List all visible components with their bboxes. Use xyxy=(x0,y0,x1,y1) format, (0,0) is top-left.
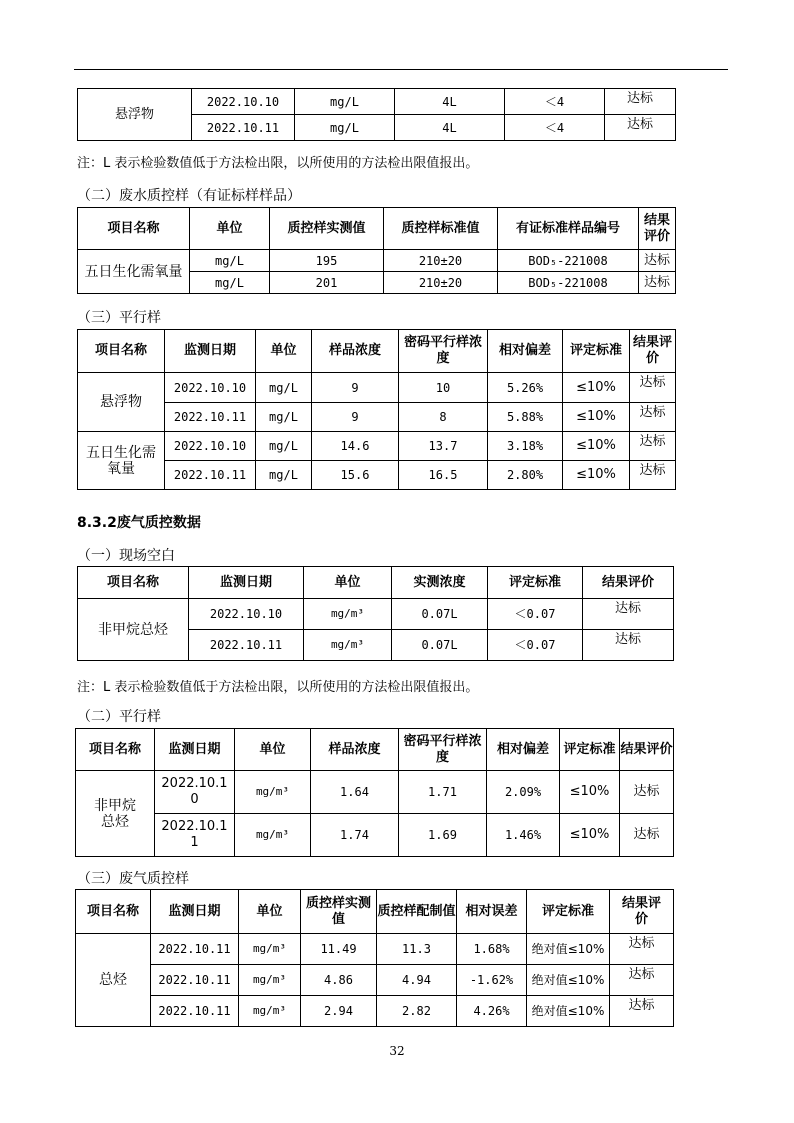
cell: ≤10% xyxy=(563,403,630,432)
column-header: 单位 xyxy=(235,729,311,771)
cell: ＜4 xyxy=(505,89,605,115)
cell: 10 xyxy=(399,373,488,403)
cell: 达标 xyxy=(620,771,674,814)
column-header: 质控样配制值 xyxy=(377,890,457,934)
cell: BOD₅-221008 xyxy=(498,272,639,294)
cell: ≤10% xyxy=(563,432,630,461)
table-ww-blank-cont xyxy=(77,88,676,141)
cell: 2022.10.10 xyxy=(165,373,256,403)
column-header: 密码平行样浓度 xyxy=(399,330,488,373)
table-row xyxy=(78,599,674,630)
column-header: 结果评价 xyxy=(610,890,674,934)
cell: 11.49 xyxy=(301,934,377,965)
column-header: 质控样实测值 xyxy=(301,890,377,934)
cell: 2022.10.10 xyxy=(155,771,235,814)
cell: 达标 xyxy=(630,373,676,403)
cell: 0.07L xyxy=(392,630,488,661)
section-title-gas-parallel: （二）平行样 xyxy=(77,709,161,725)
cell: ≤10% xyxy=(563,461,630,490)
column-header: 项目名称 xyxy=(78,330,165,373)
item-name: 五日生化需氧量 xyxy=(78,432,165,490)
cell: 2022.10.11 xyxy=(165,461,256,490)
column-header: 项目名称 xyxy=(78,208,190,250)
column-header: 有证标准样品编号 xyxy=(498,208,639,250)
cell: ≤10% xyxy=(563,373,630,403)
column-header: 项目名称 xyxy=(78,567,189,599)
cell: ＜4 xyxy=(505,115,605,141)
cell: 210±20 xyxy=(384,272,498,294)
column-header: 监测日期 xyxy=(155,729,235,771)
column-header: 质控样实测值 xyxy=(270,208,384,250)
column-header: 监测日期 xyxy=(151,890,239,934)
table-row xyxy=(78,250,676,272)
cell: 2.94 xyxy=(301,996,377,1027)
cell: mg/m³ xyxy=(304,630,392,661)
cell: mg/L xyxy=(190,250,270,272)
table-row xyxy=(78,373,676,403)
cell: 11.3 xyxy=(377,934,457,965)
table-header-row xyxy=(78,330,676,373)
cell: 达标 xyxy=(630,432,676,461)
cell: 9 xyxy=(312,403,399,432)
column-header: 相对偏差 xyxy=(488,330,563,373)
cell: 2022.10.10 xyxy=(192,89,295,115)
column-header: 单位 xyxy=(239,890,301,934)
cell: 2022.10.11 xyxy=(189,630,304,661)
column-header: 项目名称 xyxy=(76,729,155,771)
section-title-ww-qc: （二）废水质控样（有证标样样品） xyxy=(77,188,301,204)
table-row xyxy=(78,403,676,432)
cell: 绝对值≤10% xyxy=(527,996,610,1027)
cell: ≤10% xyxy=(560,814,620,857)
cell: 195 xyxy=(270,250,384,272)
column-header: 评定标准 xyxy=(527,890,610,934)
column-header: 结果评价 xyxy=(620,729,674,771)
table-gas-qc xyxy=(75,889,674,1027)
table-row xyxy=(76,771,674,814)
cell: 达标 xyxy=(583,599,674,630)
column-header: 监测日期 xyxy=(189,567,304,599)
cell: ≤10% xyxy=(560,771,620,814)
column-header: 样品浓度 xyxy=(311,729,399,771)
cell: 达标 xyxy=(610,965,674,996)
cell: 16.5 xyxy=(399,461,488,490)
cell: mg/L xyxy=(256,373,312,403)
table-gas-blank xyxy=(77,566,674,661)
column-header: 相对误差 xyxy=(457,890,527,934)
column-header: 相对偏差 xyxy=(487,729,560,771)
cell: 2022.10.11 xyxy=(155,814,235,857)
table-row xyxy=(76,965,674,996)
cell: 14.6 xyxy=(312,432,399,461)
cell: 2022.10.10 xyxy=(189,599,304,630)
cell: mg/L xyxy=(256,461,312,490)
table-row xyxy=(78,432,676,461)
table-header-row xyxy=(78,567,674,599)
table-header-row xyxy=(76,890,674,934)
cell: 达标 xyxy=(630,461,676,490)
cell: 4L xyxy=(395,89,505,115)
cell: -1.62% xyxy=(457,965,527,996)
cell: 2022.10.11 xyxy=(151,934,239,965)
column-header: 单位 xyxy=(256,330,312,373)
item-name: 非甲烷总烃 xyxy=(76,771,155,857)
column-header: 实测浓度 xyxy=(392,567,488,599)
cell: 达标 xyxy=(620,814,674,857)
cell: 绝对值≤10% xyxy=(527,934,610,965)
table-header-row xyxy=(76,729,674,771)
cell: BOD₅-221008 xyxy=(498,250,639,272)
cell: mg/L xyxy=(190,272,270,294)
cell: 达标 xyxy=(605,89,676,115)
table-gas-parallel xyxy=(75,728,674,857)
cell: 2022.10.11 xyxy=(151,996,239,1027)
cell: 达标 xyxy=(630,403,676,432)
cell: 2022.10.10 xyxy=(165,432,256,461)
column-header: 结果评价 xyxy=(630,330,676,373)
column-header: 单位 xyxy=(304,567,392,599)
cell: mg/m³ xyxy=(239,965,301,996)
cell: 201 xyxy=(270,272,384,294)
cell: 达标 xyxy=(610,934,674,965)
cell: 15.6 xyxy=(312,461,399,490)
column-header: 样品浓度 xyxy=(312,330,399,373)
note-ww: 注：L 表示检验数值低于方法检出限，以所使用的方法检出限值报出。 xyxy=(77,156,479,171)
column-header: 项目名称 xyxy=(76,890,151,934)
column-header: 评定标准 xyxy=(488,567,583,599)
cell: 9 xyxy=(312,373,399,403)
cell: 5.88% xyxy=(488,403,563,432)
table-ww-qc xyxy=(77,207,676,294)
table-row xyxy=(78,89,676,115)
section-title-ww-parallel: （三）平行样 xyxy=(77,310,161,326)
item-name: 总烃 xyxy=(76,934,151,1027)
cell: mg/m³ xyxy=(239,996,301,1027)
cell: 13.7 xyxy=(399,432,488,461)
cell: 2.09% xyxy=(487,771,560,814)
section-title-gas-blank: （一）现场空白 xyxy=(77,548,175,564)
cell: 达标 xyxy=(610,996,674,1027)
cell: 达标 xyxy=(639,272,676,294)
column-header: 评定标准 xyxy=(560,729,620,771)
item-name: 非甲烷总烃 xyxy=(78,599,189,661)
cell: 2022.10.11 xyxy=(165,403,256,432)
table-row xyxy=(76,934,674,965)
cell: mg/m³ xyxy=(235,771,311,814)
section-heading-gas: 8.3.2废气质控数据 xyxy=(77,515,201,531)
cell: mg/L xyxy=(256,432,312,461)
column-header: 密码平行样浓度 xyxy=(399,729,487,771)
cell: 4.94 xyxy=(377,965,457,996)
cell: 2.82 xyxy=(377,996,457,1027)
cell: 0.07L xyxy=(392,599,488,630)
cell: mg/m³ xyxy=(304,599,392,630)
cell: 2022.10.11 xyxy=(151,965,239,996)
column-header: 评定标准 xyxy=(563,330,630,373)
cell: 1.69 xyxy=(399,814,487,857)
cell: 8 xyxy=(399,403,488,432)
column-header: 单位 xyxy=(190,208,270,250)
cell: 1.74 xyxy=(311,814,399,857)
cell: 4L xyxy=(395,115,505,141)
cell: 达标 xyxy=(639,250,676,272)
cell: 2.80% xyxy=(488,461,563,490)
table-row xyxy=(78,461,676,490)
table-row xyxy=(76,814,674,857)
cell: mg/L xyxy=(295,115,395,141)
cell: 达标 xyxy=(583,630,674,661)
cell: 达标 xyxy=(605,115,676,141)
cell: 5.26% xyxy=(488,373,563,403)
column-header: 结果评价 xyxy=(639,208,676,250)
item-name: 悬浮物 xyxy=(78,373,165,432)
column-header: 质控样标准值 xyxy=(384,208,498,250)
cell: 1.46% xyxy=(487,814,560,857)
table-header-row xyxy=(78,208,676,250)
cell: mg/L xyxy=(295,89,395,115)
cell: 绝对值≤10% xyxy=(527,965,610,996)
cell: mg/L xyxy=(256,403,312,432)
cell: mg/m³ xyxy=(239,934,301,965)
cell: 4.86 xyxy=(301,965,377,996)
cell: 4.26% xyxy=(457,996,527,1027)
cell: 3.18% xyxy=(488,432,563,461)
cell: 210±20 xyxy=(384,250,498,272)
item-name: 五日生化需氧量 xyxy=(78,250,190,294)
cell: 1.68% xyxy=(457,934,527,965)
section-title-gas-qc: （三）废气质控样 xyxy=(77,871,189,887)
cell: ＜0.07 xyxy=(488,630,583,661)
item-name: 悬浮物 xyxy=(78,89,192,141)
cell: 2022.10.11 xyxy=(192,115,295,141)
cell: ＜0.07 xyxy=(488,599,583,630)
page-number: 32 xyxy=(389,1044,405,1058)
cell: 1.64 xyxy=(311,771,399,814)
table-row xyxy=(76,996,674,1027)
cell: 1.71 xyxy=(399,771,487,814)
column-header: 结果评价 xyxy=(583,567,674,599)
header-rule xyxy=(74,69,728,70)
column-header: 监测日期 xyxy=(165,330,256,373)
note-gas: 注：L 表示检验数值低于方法检出限，以所使用的方法检出限值报出。 xyxy=(77,680,479,695)
cell: mg/m³ xyxy=(235,814,311,857)
table-ww-parallel xyxy=(77,329,676,490)
